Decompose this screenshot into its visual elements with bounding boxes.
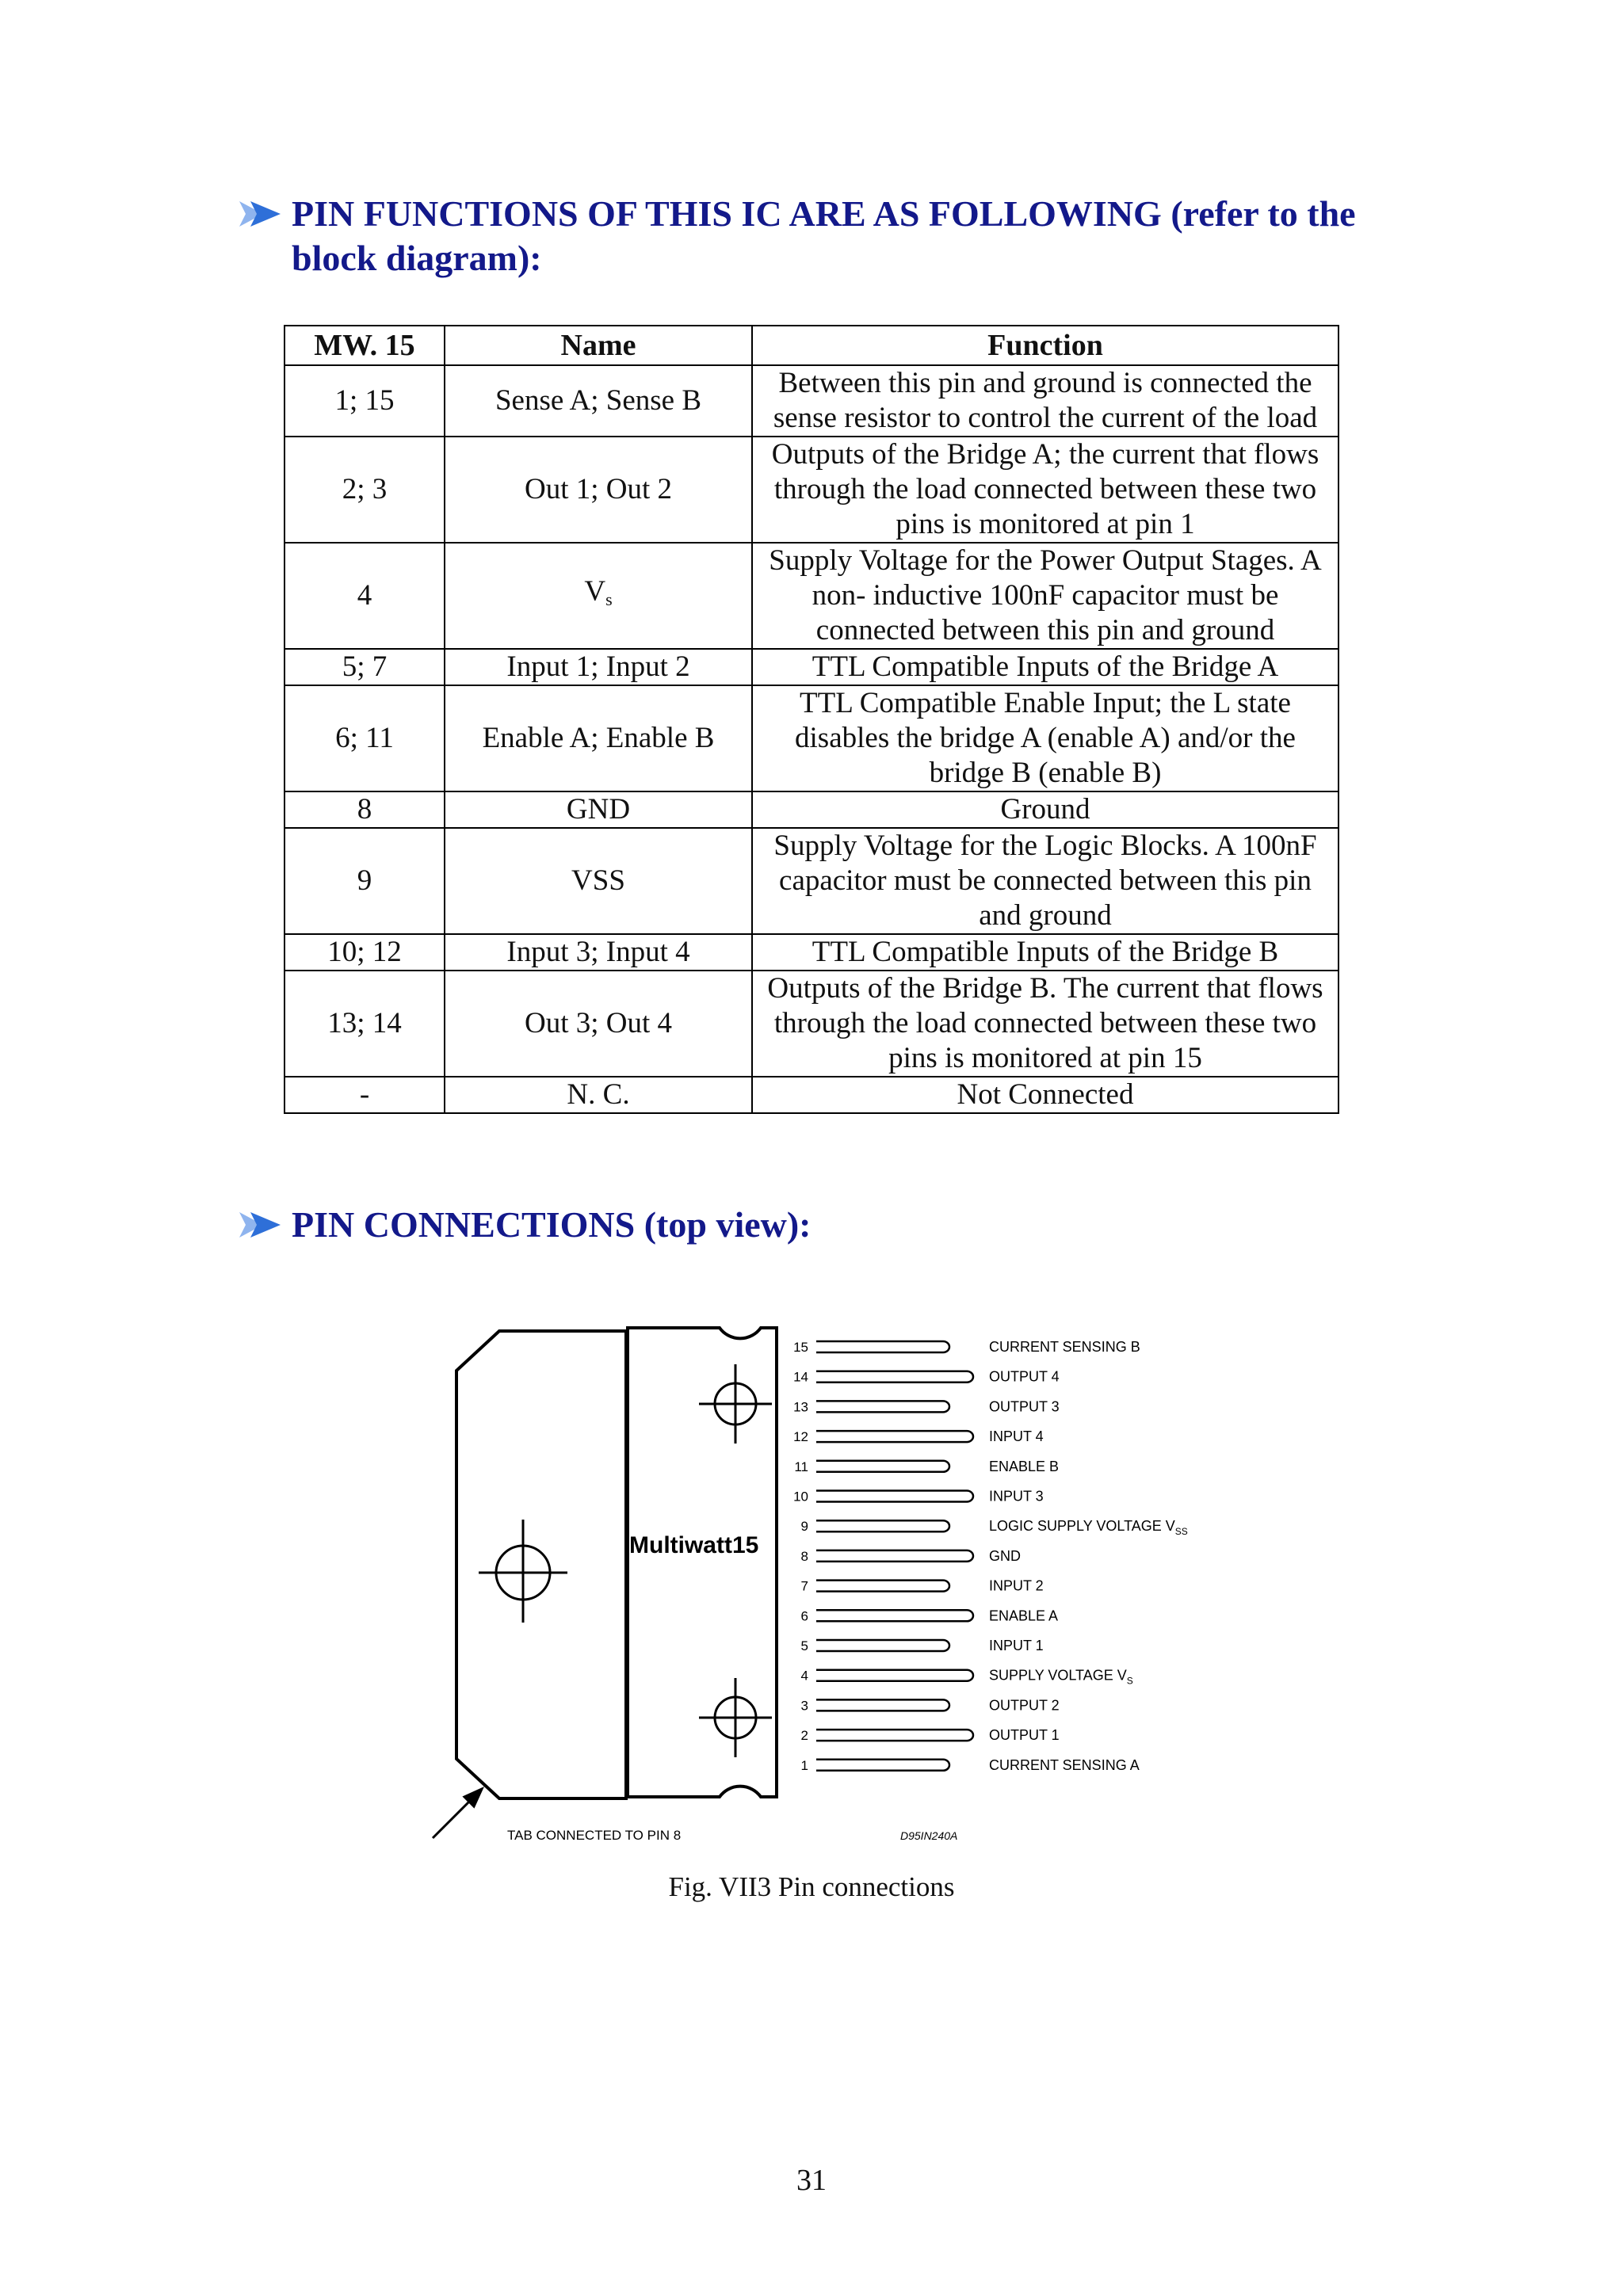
page-number: 31 bbox=[796, 2164, 827, 2197]
pin-lead bbox=[816, 1550, 973, 1562]
pin-2 bbox=[801, 1727, 1060, 1743]
pin-number-cell: 1; 15 bbox=[285, 365, 445, 437]
pin-lead bbox=[816, 1581, 949, 1592]
bullet-arrow-icon bbox=[239, 198, 281, 230]
pin-label: GND bbox=[989, 1547, 1021, 1564]
pin-lead bbox=[816, 1431, 973, 1442]
pin-lead bbox=[816, 1341, 949, 1352]
pin-7 bbox=[801, 1578, 1044, 1594]
pin-label: OUTPUT 2 bbox=[989, 1697, 1060, 1714]
section-heading-pin-functions: PIN FUNCTIONS OF THIS IC ARE AS FOLLOWING (refer to the block diagram): bbox=[292, 193, 1356, 278]
pin-number-cell: 4 bbox=[285, 543, 445, 649]
package-tab-outline bbox=[456, 1331, 626, 1798]
pin-number-cell: 8 bbox=[285, 791, 445, 828]
pin-lead bbox=[816, 1461, 949, 1472]
pin-11 bbox=[794, 1459, 1059, 1474]
table-row bbox=[285, 971, 1338, 1077]
pin-label-subscript: SS bbox=[1174, 1526, 1188, 1538]
pin-4 bbox=[801, 1668, 1133, 1687]
table-row bbox=[285, 649, 1338, 685]
pin-12 bbox=[793, 1428, 1044, 1444]
pin-lead bbox=[816, 1699, 949, 1711]
pin-function-cell: Outputs of the Bridge B. The current that flows through the load connected between these two pins is monitored at pin 15 bbox=[752, 971, 1338, 1077]
pin-number-cell: - bbox=[285, 1077, 445, 1113]
pin-connections-diagram bbox=[420, 1315, 1260, 1854]
pin-8 bbox=[801, 1548, 1021, 1564]
pin-number-cell: 9 bbox=[285, 828, 445, 934]
table-row bbox=[285, 791, 1338, 828]
pin-name-subscript: s bbox=[605, 589, 613, 609]
pin-number: 9 bbox=[800, 1519, 808, 1535]
pin-label: ENABLE A bbox=[989, 1608, 1059, 1624]
pin-label: LOGIC SUPPLY VOLTAGE $V_{SS}$ bbox=[989, 1518, 1188, 1538]
pin-number-cell: 13; 14 bbox=[285, 971, 445, 1077]
pin-function-cell: TTL Compatible Inputs of the Bridge B bbox=[752, 934, 1338, 971]
column-header-mw15: MW. 15 bbox=[285, 326, 445, 365]
pin-13 bbox=[793, 1398, 1060, 1414]
table-row bbox=[285, 685, 1338, 791]
table-row bbox=[285, 828, 1338, 934]
pin-number: 1 bbox=[800, 1757, 808, 1773]
table-row bbox=[285, 365, 1338, 437]
pin-name-text: V bbox=[584, 575, 606, 608]
pin-number: 2 bbox=[800, 1728, 808, 1744]
tab-note: TAB CONNECTED TO PIN 8 bbox=[507, 1828, 682, 1843]
pin-9 bbox=[801, 1518, 1188, 1537]
pin-6 bbox=[801, 1608, 1059, 1623]
table-row bbox=[285, 543, 1338, 649]
pin-number: 10 bbox=[793, 1489, 808, 1505]
pin-number: 5 bbox=[800, 1638, 808, 1653]
pin-10 bbox=[793, 1489, 1044, 1505]
pin-number-cell: 5; 7 bbox=[285, 649, 445, 685]
pin-label: ENABLE B bbox=[989, 1458, 1060, 1474]
pin-lead bbox=[816, 1610, 973, 1621]
drawing-code: D95IN240A bbox=[900, 1829, 958, 1842]
pin-function-cell: Supply Voltage for the Logic Blocks. A 100nF capacitor must be connected between this pin and ground bbox=[752, 828, 1338, 934]
pin-lead bbox=[816, 1670, 973, 1681]
pin-label: INPUT 3 bbox=[989, 1488, 1044, 1505]
table-row bbox=[285, 437, 1338, 543]
pin-number: 8 bbox=[800, 1548, 808, 1564]
pin-label: OUTPUT 1 bbox=[989, 1727, 1060, 1744]
table-row bbox=[285, 1077, 1338, 1113]
pin-name-cell bbox=[445, 543, 752, 649]
pin-lead bbox=[816, 1371, 973, 1383]
pin-number: 14 bbox=[793, 1369, 808, 1385]
pin-lead bbox=[816, 1760, 949, 1771]
pin-lead bbox=[816, 1730, 973, 1741]
pin-name-cell: Out 3; Out 4 bbox=[445, 971, 752, 1077]
pin-label: CURRENT SENSING A bbox=[989, 1756, 1140, 1773]
pin-function-cell: TTL Compatible Inputs of the Bridge A bbox=[752, 649, 1338, 685]
pin-layer bbox=[793, 1339, 1188, 1773]
pin-name-cell: Sense A; Sense B bbox=[445, 365, 752, 437]
column-header-function: Function bbox=[752, 326, 1338, 365]
pin-name-cell: Enable A; Enable B bbox=[445, 685, 752, 791]
pin-number-cell: 6; 11 bbox=[285, 685, 445, 791]
pin-15 bbox=[793, 1339, 1140, 1355]
section-heading-pin-connections: PIN CONNECTIONS (top view): bbox=[292, 1204, 812, 1245]
pin-5 bbox=[801, 1638, 1044, 1653]
pin-label: INPUT 1 bbox=[989, 1638, 1044, 1653]
pin-function-cell: TTL Compatible Enable Input; the L state disables the bridge A (enable A) and/or the bridge B (enable B) bbox=[752, 685, 1338, 791]
pin-name-cell: Input 1; Input 2 bbox=[445, 649, 752, 685]
pin-lead bbox=[816, 1520, 949, 1531]
pin-number: 3 bbox=[800, 1698, 808, 1714]
pin-3 bbox=[801, 1697, 1060, 1713]
pin-number: 7 bbox=[800, 1578, 808, 1594]
table-row bbox=[285, 934, 1338, 971]
pin-functions-table bbox=[284, 325, 1339, 1114]
pin-number-cell: 10; 12 bbox=[285, 934, 445, 971]
pin-name-cell: GND bbox=[445, 791, 752, 828]
pin-function-cell: Supply Voltage for the Power Output Stages. A non- inductive 100nF capacitor must be connected between this pin and ground bbox=[752, 543, 1338, 649]
pin-label: INPUT 2 bbox=[989, 1577, 1044, 1594]
pin-name-cell: Input 3; Input 4 bbox=[445, 934, 752, 971]
pin-label: OUTPUT 4 bbox=[989, 1368, 1060, 1385]
figure-caption: Fig. VII3 Pin connections bbox=[668, 1871, 955, 1902]
table-header-row bbox=[285, 326, 1338, 365]
pin-label: CURRENT SENSING B bbox=[989, 1339, 1140, 1355]
pin-function-cell: Not Connected bbox=[752, 1077, 1338, 1113]
pin-1 bbox=[801, 1757, 1140, 1773]
column-header-name: Name bbox=[445, 326, 752, 365]
pin-name-cell: N. C. bbox=[445, 1077, 752, 1113]
package-label: Multiwatt15 bbox=[629, 1532, 759, 1558]
bullet-arrow-icon bbox=[239, 1209, 281, 1241]
pin-label: OUTPUT 3 bbox=[989, 1398, 1060, 1415]
pin-name-cell: VSS bbox=[445, 828, 752, 934]
pin-number: 4 bbox=[800, 1668, 808, 1684]
pin-label: SUPPLY VOLTAGE $V_S$ bbox=[989, 1667, 1133, 1687]
pin-name-cell: Out 1; Out 2 bbox=[445, 437, 752, 543]
pin-14 bbox=[793, 1369, 1060, 1385]
pin-number: 6 bbox=[800, 1608, 808, 1624]
pin-function-cell: Between this pin and ground is connected the sense resistor to control the current of the load bbox=[752, 365, 1338, 437]
pin-label-subscript: S bbox=[1126, 1675, 1133, 1687]
pin-lead bbox=[816, 1491, 973, 1502]
pin-number-cell: 2; 3 bbox=[285, 437, 445, 543]
pin-number: 12 bbox=[793, 1429, 808, 1445]
tab-pointer-arrow-icon bbox=[433, 1789, 482, 1838]
pin-function-cell: Ground bbox=[752, 791, 1338, 828]
pin-label: INPUT 4 bbox=[989, 1428, 1044, 1445]
pin-function-cell: Outputs of the Bridge A; the current that flows through the load connected between these two pins is monitored at pin 1 bbox=[752, 437, 1338, 543]
pin-number: 13 bbox=[793, 1399, 808, 1415]
mounting-hole-icon bbox=[479, 1520, 567, 1623]
pin-lead bbox=[816, 1640, 949, 1651]
pin-lead bbox=[816, 1401, 949, 1412]
pin-number: 15 bbox=[793, 1340, 808, 1355]
pin-number: 11 bbox=[794, 1459, 808, 1474]
